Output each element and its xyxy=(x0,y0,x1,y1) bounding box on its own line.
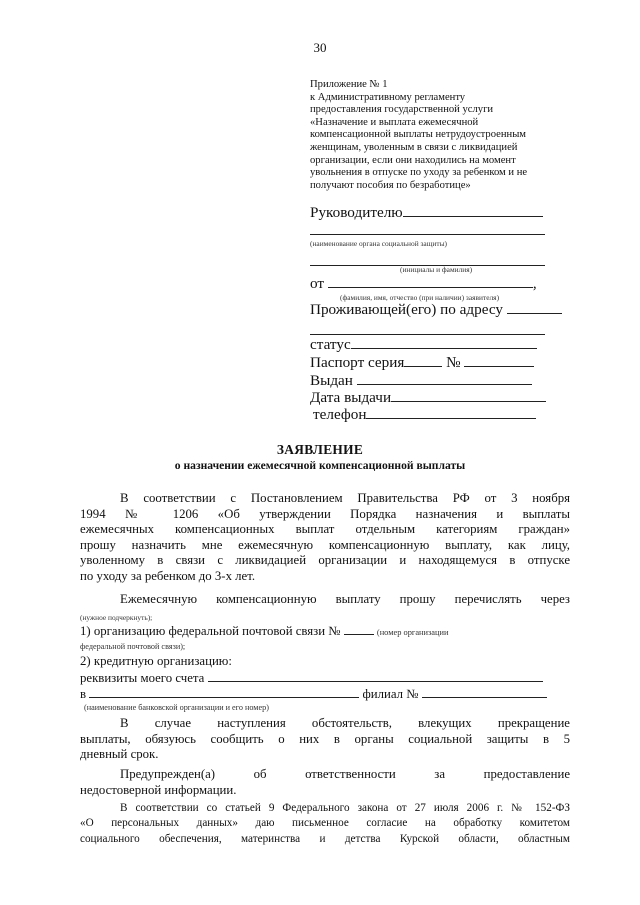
head-name-line[interactable] xyxy=(403,205,543,217)
passport-series-line[interactable] xyxy=(404,355,442,367)
option-1-note-2: федеральной почтовой связи); xyxy=(80,642,186,651)
issued-field xyxy=(310,372,532,390)
branch-label: филиал № xyxy=(362,687,419,701)
bank-caption: (наименование банковской организации и его номер) xyxy=(84,703,269,712)
bank-name-line[interactable] xyxy=(89,686,359,698)
status-label: статус xyxy=(310,336,351,353)
from-comma: , xyxy=(532,275,537,292)
paragraph-2 xyxy=(80,592,570,608)
underline-note: (нужное подчеркнуть); xyxy=(80,613,153,622)
passport-label: Паспорт серия xyxy=(310,354,405,371)
account-field xyxy=(80,670,570,687)
account-line[interactable] xyxy=(208,670,543,682)
option-1 xyxy=(80,623,570,641)
from-line[interactable] xyxy=(328,276,533,288)
paragraph-5 xyxy=(80,801,570,847)
head-label: Руководителю xyxy=(310,204,403,221)
paragraph-line: ежемесячных компенсационных выплат отдельным категориям граждан» xyxy=(80,522,570,537)
appendix-line: к Административному регламенту xyxy=(310,91,466,103)
initials-caption: (инициалы и фамилия) xyxy=(400,265,473,274)
issue-date-line[interactable] xyxy=(391,390,546,402)
appendix-line: организации, если они находились на момент xyxy=(310,154,516,166)
paragraph-line: дневный срок. xyxy=(80,747,159,762)
issued-label: Выдан xyxy=(310,372,353,389)
postal-number-line[interactable] xyxy=(344,623,374,635)
organ-field xyxy=(310,222,545,240)
option-2: 2) кредитную организацию: xyxy=(80,654,232,668)
appendix-note xyxy=(310,79,600,192)
paragraph-line: Ежемесячную компенсационную выплату прошу перечислять через xyxy=(120,592,570,606)
paragraph-line: 1994 № 1206 «Об утверждении Порядка назначения и выплаты xyxy=(80,506,570,521)
appendix-line: Приложение № 1 xyxy=(310,79,388,90)
paragraph-line: уволенному в связи с ликвидацией организации и находящемуся в отпуске xyxy=(80,553,570,568)
head-field xyxy=(310,204,543,222)
paragraph-1 xyxy=(80,491,570,585)
paragraph-line: по уходу за ребенком до 3-х лет. xyxy=(80,568,256,583)
bank-field xyxy=(80,686,570,703)
paragraph-line: В соответствии со статьей 9 Федерального закона от 27 июля 2006 г. № 152-ФЗ xyxy=(120,802,570,814)
option-1-note: (номер организации xyxy=(376,628,449,637)
status-line[interactable] xyxy=(351,337,537,349)
issued-line[interactable] xyxy=(357,373,532,385)
bank-in-label: в xyxy=(80,687,87,701)
address-line-2[interactable] xyxy=(310,324,545,335)
status-field xyxy=(310,336,537,354)
paragraph-line: В случае наступления обстоятельств, влекущих прекращение xyxy=(120,716,570,730)
document-title: ЗАЯВЛЕНИЕ xyxy=(276,442,364,457)
paragraph-line: недостоверной информации. xyxy=(80,782,237,797)
document-subtitle: о назначении ежемесячной компенсационной выплаты xyxy=(174,459,466,472)
paragraph-line: Предупрежден(а) об ответственности за предоставление xyxy=(120,767,570,781)
appendix-line: «Назначение и выплата ежемесячной xyxy=(310,116,479,128)
passport-number-line[interactable] xyxy=(464,355,534,367)
phone-label: телефон xyxy=(313,406,367,423)
residing-field xyxy=(310,301,562,319)
paragraph-line: социального обеспечения, материнства и детства Курской области, областным xyxy=(80,832,570,845)
page-number: 30 xyxy=(313,40,327,55)
account-label: реквизиты моего счета xyxy=(80,671,205,685)
phone-field xyxy=(313,406,536,424)
paragraph-line: выплаты, обязуюсь сообщить о них в органы социальной защиты в 5 xyxy=(80,731,570,746)
phone-line[interactable] xyxy=(366,407,536,419)
appendix-line: компенсационной выплаты нетрудоустроенным xyxy=(310,129,527,141)
issue-date-field xyxy=(310,389,546,407)
appendix-line: женщинам, уволенным в связи с ликвидацией xyxy=(310,141,518,153)
paragraph-4 xyxy=(80,767,570,798)
appendix-line: увольнения в отпуске по уходу за ребенком и не xyxy=(310,167,528,179)
passport-number-sign: № xyxy=(446,354,461,371)
applicant-caption: (фамилия, имя, отчество (при наличии) заявителя) xyxy=(340,293,500,302)
residing-label: Проживающей(его) по адресу xyxy=(310,301,503,318)
paragraph-line: прошу назначить мне ежемесячную компенсационную выплату, как лицу, xyxy=(80,537,570,552)
paragraph-3 xyxy=(80,716,570,763)
organ-caption: (наименование органа социальной защиты) xyxy=(310,239,448,248)
paragraph-line: «О персональных данных» даю письменное согласие на обработку комитетом xyxy=(80,817,570,830)
appendix-line: предоставления государственной услуги xyxy=(310,104,494,116)
from-field xyxy=(310,275,537,293)
from-label: от xyxy=(310,275,325,292)
option-1-label: 1) организацию федеральной почтовой связи № xyxy=(80,624,341,638)
passport-field xyxy=(310,354,534,372)
paragraph-line: В соответствии с Постановлением Правительства РФ от 3 ноября xyxy=(120,491,570,505)
address-line-1[interactable] xyxy=(507,302,562,314)
organ-name-line[interactable] xyxy=(310,224,545,235)
branch-number-line[interactable] xyxy=(422,686,547,698)
appendix-line: получают пособия по безработице» xyxy=(310,179,471,191)
issue-date-label: Дата выдачи xyxy=(310,389,392,406)
